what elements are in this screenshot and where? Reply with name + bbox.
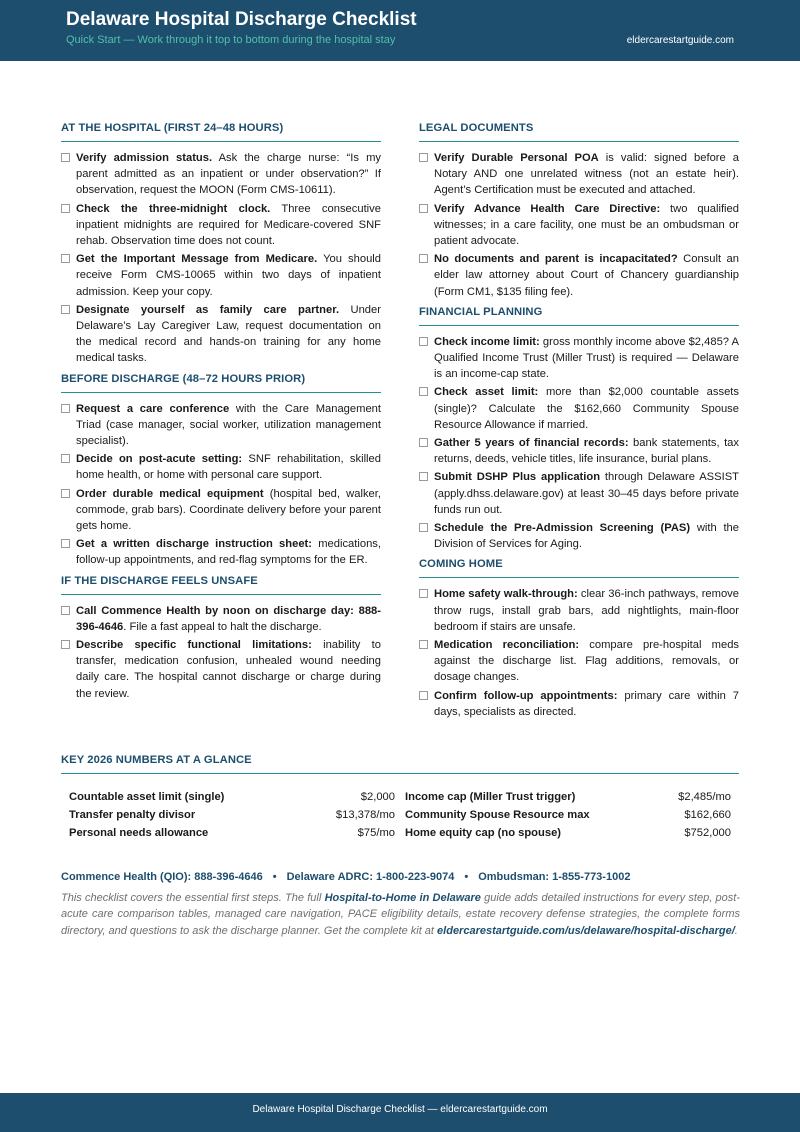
contact-line — [61, 871, 741, 883]
key-number-row — [405, 824, 731, 842]
page-header — [0, 0, 800, 61]
item-heading: Designate yourself as family care partner. — [76, 303, 340, 316]
ombudsman-contact: Ombudsman: 1-855-773-1002 — [478, 871, 631, 883]
item-text: (hospital bed, walker, commode, grab bars). Coordinate delivery before your parent gets home. — [76, 487, 381, 533]
item-heading: Verify Advance Health Care Directive: — [434, 202, 661, 215]
key-number-value: $162,660 — [684, 809, 731, 821]
checklist-item — [419, 637, 739, 686]
item-text: through Delaware ASSIST (apply.dhss.delaware.gov) at least 30–45 days before private funds run out. — [434, 471, 739, 516]
section-title: COMING HOME — [419, 558, 739, 578]
item-text: You should receive Form CMS-10065 within two days of inpatient admission. Keep your copy. — [76, 253, 382, 298]
checklist-item — [61, 401, 381, 450]
key-number-row — [69, 788, 395, 806]
qio-contact: Commence Health (QIO): 888-396-4646 — [61, 871, 263, 883]
checklist-section — [419, 558, 739, 720]
checklist-item — [61, 302, 381, 367]
item-text: compare pre-hospital meds against the discharge list. Flag additions, removals, or dosage changes. — [434, 639, 740, 684]
item-heading: Describe specific functional limitations: — [76, 639, 312, 652]
key-numbers-right — [405, 788, 731, 842]
checkbox[interactable] — [61, 404, 70, 413]
key-number-label: Personal needs allowance — [69, 827, 209, 839]
checkbox[interactable] — [61, 454, 70, 463]
item-heading: Confirm follow-up appointments: — [434, 689, 618, 702]
item-text: medications, follow-up appointments, and red-flag symptoms for the ER. — [76, 538, 381, 567]
checkbox[interactable] — [419, 204, 428, 213]
checkbox[interactable] — [61, 254, 70, 263]
item-heading: Verify admission status. — [76, 152, 213, 164]
checklist-section — [61, 122, 381, 367]
checklist-item — [61, 637, 381, 702]
checkbox[interactable] — [61, 153, 70, 162]
item-heading: Call Commence Health by noon on discharge day: 888-396-4646 — [76, 604, 381, 633]
item-text: Three consecutive inpatient midnights are required for Medicare-covered SNF rehab. Observation time does not count. — [76, 202, 381, 248]
checklist-item — [419, 435, 739, 467]
section-title: LEGAL DOCUMENTS — [419, 122, 739, 142]
item-heading: Verify Durable Personal POA — [434, 152, 599, 164]
right-column — [419, 122, 739, 726]
key-number-label: Community Spouse Resource max — [405, 809, 590, 821]
checkbox[interactable] — [419, 153, 428, 162]
key-numbers-title: KEY 2026 NUMBERS AT A GLANCE — [61, 754, 739, 774]
guide-link[interactable]: eldercarestartguide.com/us/delaware/hospital-discharge/ — [437, 924, 735, 937]
checklist-item — [419, 201, 739, 250]
key-number-value: $752,000 — [684, 827, 731, 839]
checkbox[interactable] — [419, 337, 428, 346]
note-text: This checklist covers the essential first steps. The full — [61, 892, 325, 904]
item-heading: Check income limit: — [434, 335, 540, 348]
left-column — [61, 122, 381, 708]
checklist-item — [419, 150, 739, 199]
checkbox[interactable] — [419, 691, 428, 700]
item-text: . File a fast appeal to halt the discharge. — [123, 620, 322, 633]
checklist-item — [61, 603, 381, 635]
key-number-value: $75/mo — [357, 827, 395, 839]
item-heading: Request a care conference — [76, 402, 230, 415]
note-text: guide adds detailed instructions for every step, post-acute care comparison tables, managed care navigation, PACE eligibility details, estate recovery defense strategies, the complete forms directory, and questions to ask the discharge planner. Get the complete kit at — [61, 892, 741, 937]
checkbox[interactable] — [61, 640, 70, 649]
item-text: more than $2,000 countable assets (single)? Calculate the $162,660 Community Spouse Resource Allowance if married. — [434, 386, 740, 431]
key-number-row — [69, 824, 395, 842]
checklist-item — [419, 520, 739, 552]
note-text: . — [734, 924, 738, 937]
item-text: bank statements, tax returns, deeds, vehicle titles, life insurance, burial plans. — [434, 437, 739, 466]
item-text: SNF rehabilitation, skilled home health, or home with personal care support. — [76, 453, 381, 482]
checkbox[interactable] — [419, 438, 428, 447]
item-text: is valid: signed before a Notary AND one unrelated witness (not an estate heir). Agent’s Certification must be executed and attached. — [434, 152, 739, 197]
key-number-value: $2,000 — [360, 791, 395, 803]
checklist-item — [419, 586, 739, 635]
item-text: gross monthly income above $2,485? A Qualified Income Trust (Miller Trust) is required — Delaware is an income-cap state. — [434, 335, 739, 381]
checkbox[interactable] — [419, 387, 428, 396]
item-heading: Check the three-midnight clock. — [76, 202, 271, 215]
checkbox[interactable] — [61, 539, 70, 548]
key-number-label: Countable asset limit (single) — [69, 791, 225, 803]
checkbox[interactable] — [419, 589, 428, 598]
checkbox[interactable] — [419, 640, 428, 649]
item-text: Ask the charge nurse: “Is my parent admitted as an inpatient or under observation?” If observation, request the MOON (Form CMS-10611). — [76, 152, 381, 197]
item-text: with the Division of Services for Aging. — [434, 522, 739, 551]
checklist-item — [419, 334, 739, 383]
item-heading: Gather 5 years of financial records: — [434, 437, 629, 450]
checklist-section — [61, 575, 381, 702]
item-heading: Medication reconciliation: — [434, 639, 580, 652]
guide-note — [61, 890, 740, 939]
guide-name: Hospital-to-Home in Delaware — [324, 892, 481, 904]
checklist-item — [419, 384, 739, 433]
key-numbers-section — [61, 754, 739, 842]
checklist-item — [61, 536, 381, 568]
key-numbers-left — [69, 788, 395, 842]
checkbox[interactable] — [419, 472, 428, 481]
key-number-label: Home equity cap (no spouse) — [405, 827, 562, 839]
checklist-item — [61, 201, 381, 250]
page-title: Delaware Hospital Discharge Checklist — [66, 9, 417, 30]
key-number-row — [405, 806, 731, 824]
item-text: inability to transfer, medication confusion, unhealed wound needing daily care. The hospital cannot discharge or charge during the review. — [76, 639, 381, 700]
header-site-link[interactable]: eldercarestartguide.com — [626, 35, 734, 46]
item-text: with the Care Management Triad (case manager, social worker, utilization management specialist). — [76, 402, 381, 448]
checklist-section — [419, 306, 739, 553]
checklist-item — [61, 451, 381, 483]
item-heading: No documents and parent is incapacitated? — [434, 253, 678, 266]
item-heading: Home safety walk-through: — [434, 588, 578, 601]
section-title: AT THE HOSPITAL (FIRST 24–48 HOURS) — [61, 122, 381, 142]
item-heading: Check asset limit: — [434, 386, 539, 399]
checklist-item — [419, 251, 739, 300]
item-heading: Schedule the Pre-Admission Screening (PAS) — [434, 522, 691, 535]
checklist-section — [419, 122, 739, 300]
item-text: Under Delaware’s Lay Caregiver Law, request documentation on the medical record and hands-on training for any home medical tasks. — [76, 303, 381, 365]
checkbox[interactable] — [419, 254, 428, 263]
checkbox[interactable] — [61, 305, 70, 314]
checklist-item — [419, 688, 739, 720]
key-number-label: Transfer penalty divisor — [69, 809, 196, 821]
section-title: FINANCIAL PLANNING — [419, 306, 739, 326]
section-title: BEFORE DISCHARGE (48–72 HOURS PRIOR) — [61, 373, 381, 393]
item-heading: Decide on post-acute setting: — [76, 453, 243, 466]
section-title: IF THE DISCHARGE FEELS UNSAFE — [61, 575, 381, 595]
item-text: clear 36-inch pathways, remove throw rugs, install grab bars, add nightlights, main-floor bedroom if stairs are unsafe. — [434, 588, 739, 633]
checklist-section — [61, 373, 381, 569]
adrc-contact: Delaware ADRC: 1-800-223-9074 — [286, 871, 455, 883]
checklist-item — [61, 150, 381, 199]
checklist-item — [419, 469, 739, 518]
checkbox[interactable] — [61, 606, 70, 615]
item-text: Consult an elder law attorney about Court of Chancery guardianship (Form CM1, $135 filing fee). — [434, 253, 740, 298]
checkbox[interactable] — [61, 489, 70, 498]
item-heading: Order durable medical equipment — [76, 487, 264, 500]
item-text: two qualified witnesses; in a care facility, one must be an ombudsman or patient advocate. — [434, 202, 739, 248]
separator-dot: • — [464, 871, 469, 883]
item-heading: Get the Important Message from Medicare. — [76, 253, 318, 266]
item-text: primary care within 7 days, specialists as directed. — [434, 689, 739, 718]
key-number-row — [405, 788, 731, 806]
key-number-label: Income cap (Miller Trust trigger) — [405, 791, 576, 803]
key-number-value: $2,485/mo — [678, 791, 731, 803]
checkbox[interactable] — [61, 204, 70, 213]
page-subtitle: Quick Start — Work through it top to bottom during the hospital stay — [66, 34, 396, 46]
separator-dot: • — [272, 871, 277, 883]
item-heading: Submit DSHP Plus application — [434, 471, 601, 484]
checkbox[interactable] — [419, 523, 428, 532]
checklist-item — [61, 251, 381, 300]
key-number-row — [69, 806, 395, 824]
page-footer: Delaware Hospital Discharge Checklist — eldercarestartguide.com — [0, 1093, 800, 1132]
item-heading: Get a written discharge instruction sheet: — [76, 538, 313, 551]
checklist-item — [61, 486, 381, 535]
key-number-value: $13,378/mo — [335, 809, 395, 821]
